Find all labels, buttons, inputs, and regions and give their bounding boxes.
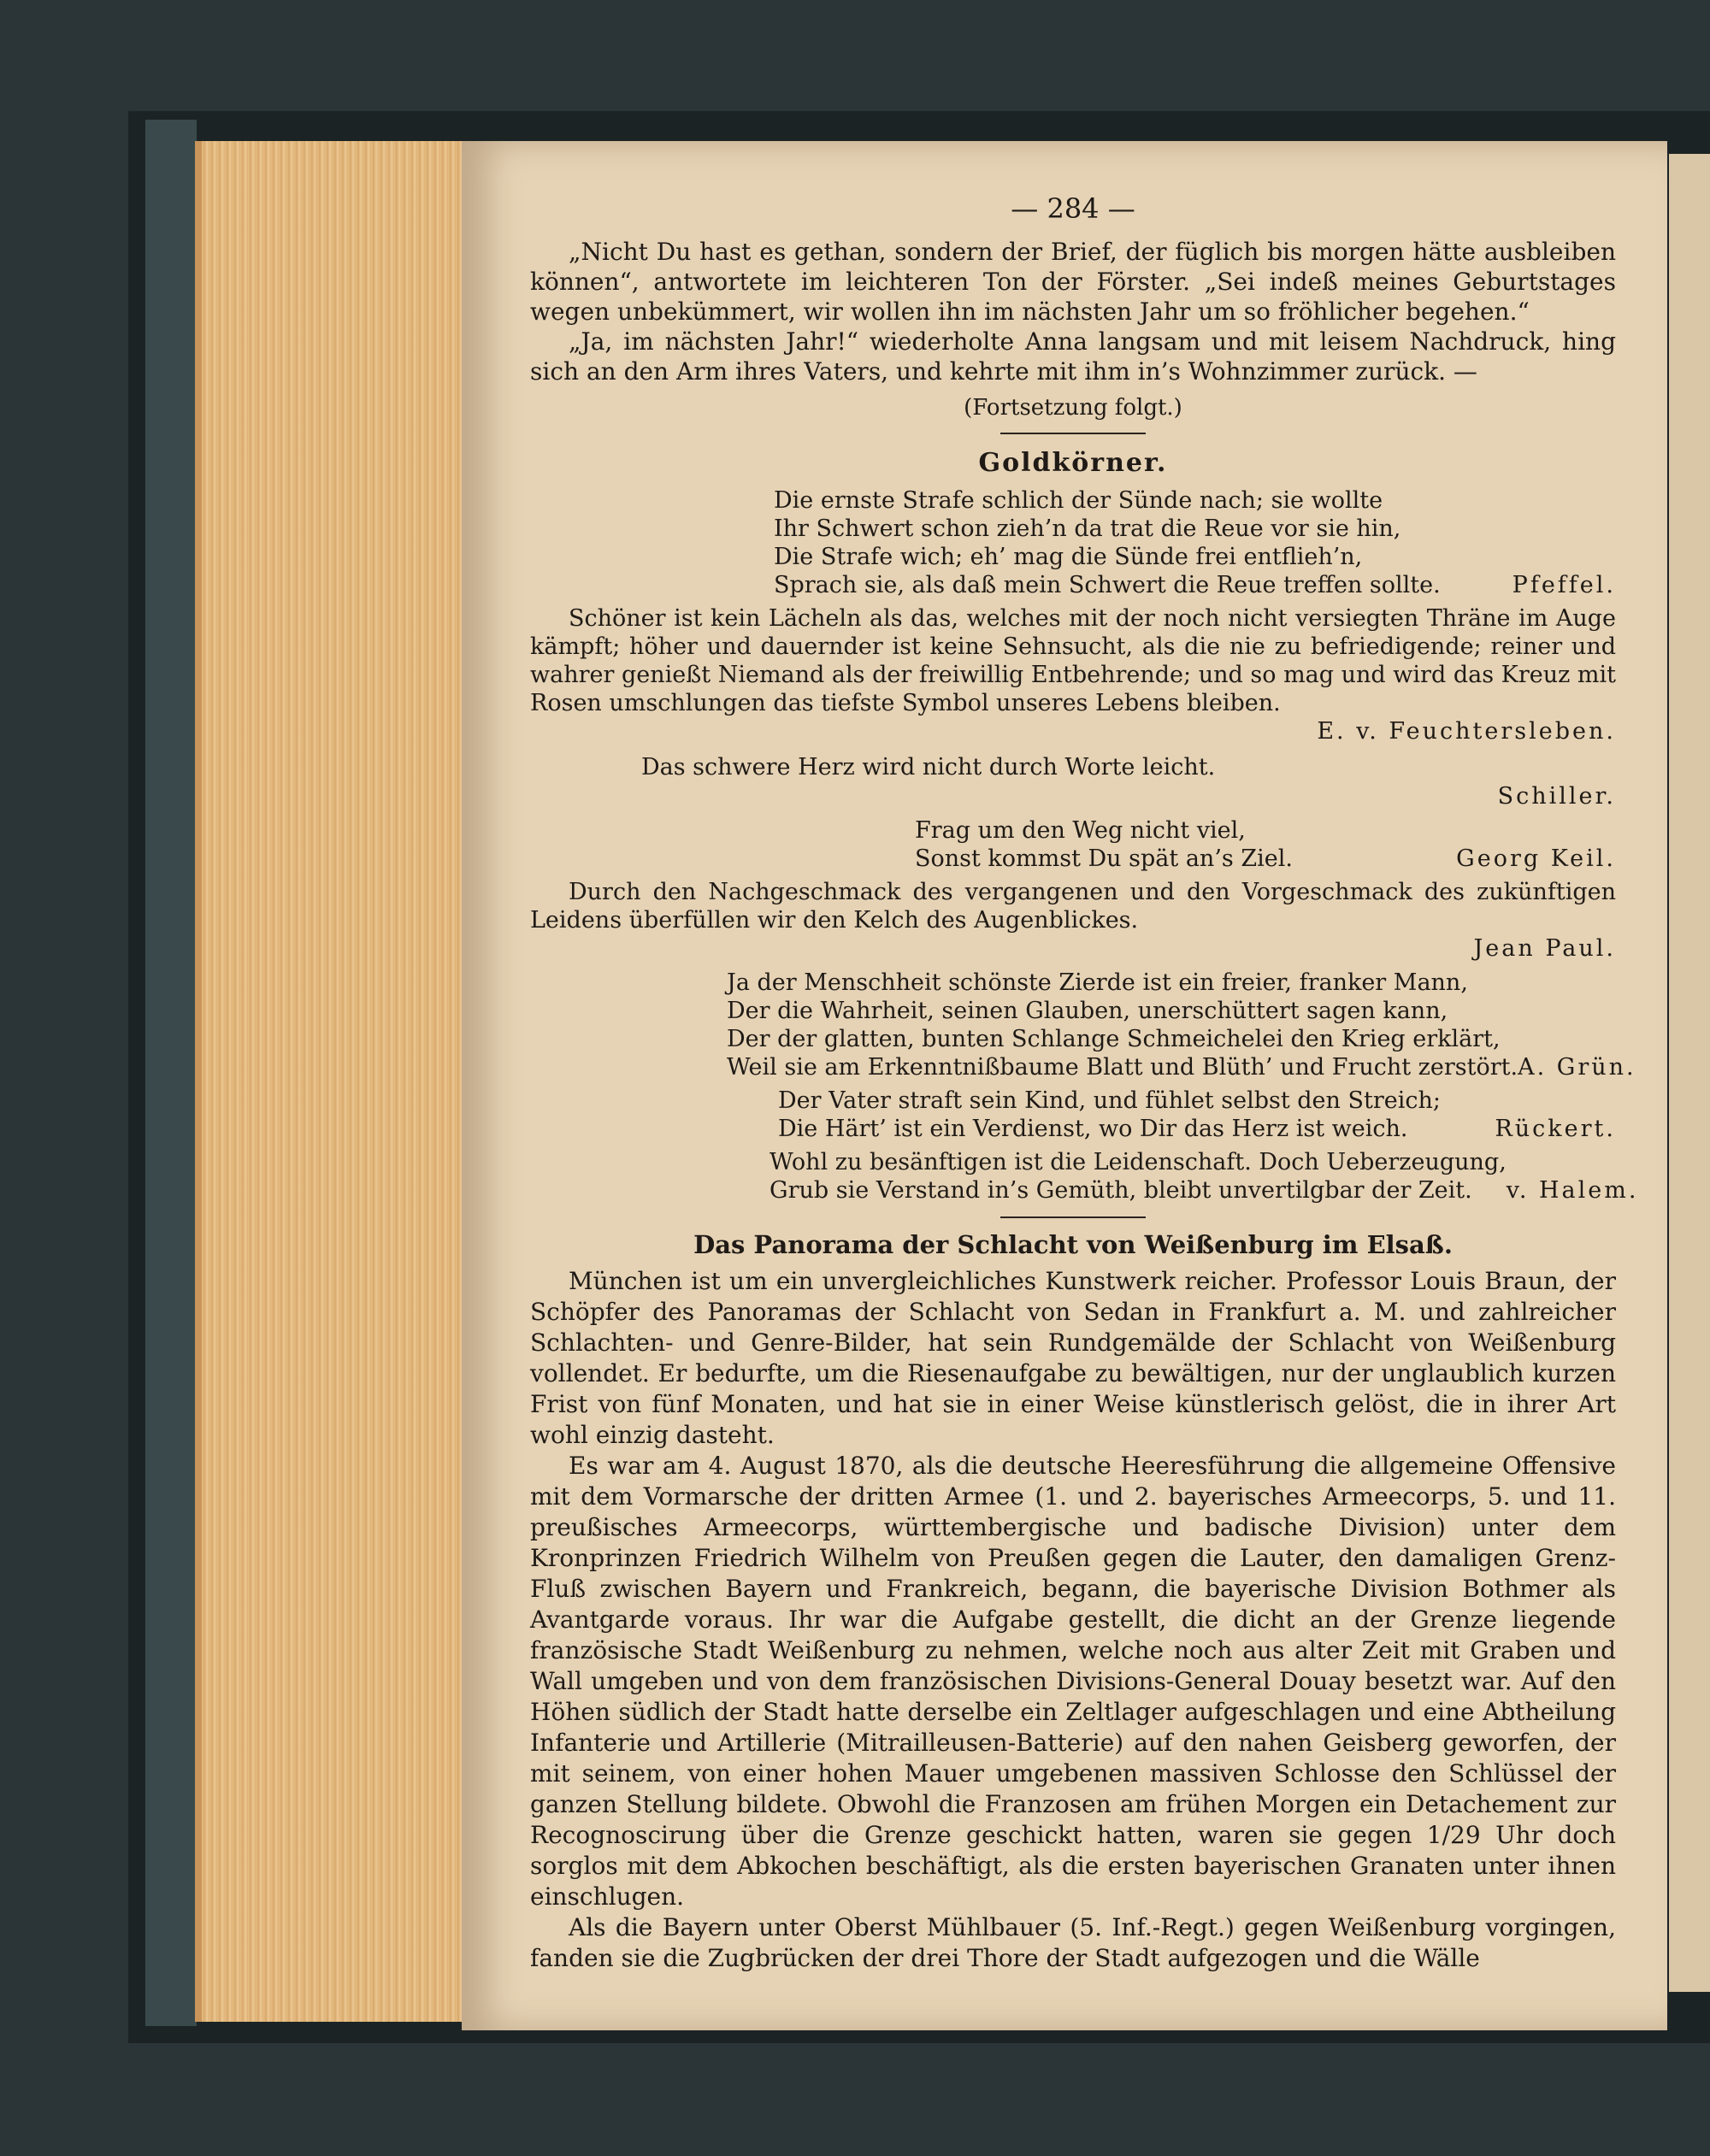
quote-author: Schiller. <box>1497 783 1616 810</box>
quote-verse-2 <box>530 816 1616 873</box>
quote-author: v. Halem. <box>1506 1177 1639 1204</box>
quote-author: A. Grün. <box>1518 1054 1636 1081</box>
page-edges <box>195 141 471 2022</box>
quote-author: Rückert. <box>1495 1116 1616 1142</box>
quote-verse-5 <box>530 1148 1639 1205</box>
quote-author: Jean Paul. <box>1473 935 1616 962</box>
continued-note: (Fortsetzung folgt.) <box>964 395 1182 421</box>
panorama-paragraph-2: Es war am 4. August 1870, als die deutsche Heeresführung die allgemeine Offensive mit dem Vormarsche der dritten Armee (1. und 2. bayerisches Armeecorps, 5. und 11. preußisches Armeecorps, württembergische und badische Division) unter dem Kronprinzen Friedrich Wilhelm von Preußen gegen die Lauter, den damaligen Grenz-Fluß zwischen Bayern und Frankreich, begann, die bayerische Division Bothmer als Avantgarde voraus. Ihr war die Aufgabe gestellt, die dicht an der Grenze liegende französische Stadt Weißenburg zu nehmen, welche noch aus alter Zeit mit Graben und Wall umgeben und von dem französischen Divisions-General Douay besetzt war. Auf den Höhen südlich der Stadt hatte derselbe ein Zeltlager aufgeschlagen und eine Abtheilung Infanterie und Artillerie (Mitrailleusen-Batterie) auf den nahen Geisberg geworfen, der mit seinem, von einer hohen Mauer umgebenen massiven Schlosse den Schlüssel der ganzen Stellung bildete. Obwohl die Franzosen am frühen Morgen ein Detachement zur Recognoscirung über die Grenze geschickt hatten, waren sie gegen 1/29 Uhr doch sorglos mit dem Abkochen beschäftigt, als die ersten bayerischen Granaten unter ihnen einschlugen. <box>530 1452 1616 1911</box>
verse-line: Wohl zu besänftigen ist die Leidenschaft. Doch Ueberzeugung, <box>770 1149 1507 1175</box>
verse-line: Frag um den Weg nicht viel, <box>915 817 1246 844</box>
page-content <box>530 192 1639 1974</box>
panorama-title: Das Panorama der Schlacht von Weißenburg im Elsaß. <box>693 1230 1453 1259</box>
verse-line: Sonst kommst Du spät an’s Ziel. <box>915 845 1293 872</box>
next-page-edge <box>1669 154 1710 1992</box>
quote-author: Georg Keil. <box>1456 845 1616 872</box>
quote-verse-3 <box>530 969 1636 1081</box>
goldkoerner-title: Goldkörner. <box>978 448 1168 478</box>
divider <box>1000 1216 1146 1218</box>
quote-prose-1 <box>530 604 1616 746</box>
verse-line: Der die Wahrheit, seinen Glauben, unerschüttert sagen kann, <box>727 998 1448 1024</box>
quote-author: Pfeffel. <box>1512 572 1616 598</box>
divider <box>1000 433 1146 434</box>
intro-paragraph-2: „Ja, im nächsten Jahr!“ wiederholte Anna langsam und mit leisem Nachdruck, hing sich an den Arm ihres Vaters, und kehrte mit ihm in’s Wohnzimmer zurück. — <box>530 327 1616 386</box>
page-number: — 284 — <box>1011 192 1135 225</box>
verse-line: Die Härt’ ist ein Verdienst, wo Dir das Herz ist weich. <box>778 1116 1408 1142</box>
verse-line: Sprach sie, als daß mein Schwert die Reue treffen sollte. <box>774 572 1441 598</box>
verse-line: Grub sie Verstand in’s Gemüth, bleibt unvertilgbar der Zeit. <box>770 1177 1472 1204</box>
verse-line: Die ernste Strafe schlich der Sünde nach; sie wollte <box>774 487 1383 514</box>
verse-line: Ihr Schwert schon zieh’n da trat die Reue vor sie hin, <box>774 515 1401 542</box>
quote-text: Das schwere Herz wird nicht durch Worte leicht. <box>641 754 1216 781</box>
verse-line: Ja der Menschheit schönste Zierde ist ein freier, franker Mann, <box>727 969 1468 996</box>
verse-line: Weil sie am Erkenntnißbaume Blatt und Blüth’ und Frucht zerstört. <box>727 1054 1518 1081</box>
book-cover-spine <box>145 120 197 2026</box>
quote-author: E. v. Feuchtersleben. <box>1317 718 1616 745</box>
verse-line: Der Vater straft sein Kind, und fühlet selbst den Streich; <box>778 1087 1441 1114</box>
quote-text: Durch den Nachgeschmack des vergangenen und den Vorgeschmack des zukünftigen Leidens überfüllen wir den Kelch des Augenblickes. <box>530 879 1616 934</box>
quote-verse-4 <box>530 1087 1616 1143</box>
quote-verse-1 <box>530 486 1616 599</box>
panorama-article <box>530 1230 1616 1974</box>
verse-line: Der der glatten, bunten Schlange Schmeichelei den Krieg erklärt, <box>727 1026 1501 1052</box>
intro-paragraph-1: „Nicht Du hast es gethan, sondern der Brief, der füglich bis morgen hätte ausbleiben können“, antwortete im leichteren Ton der Förster. „Sei indeß meines Geburtstages wegen unbekümmert, wir wollen ihn im nächsten Jahr um so fröhlicher begehen.“ <box>530 238 1616 326</box>
quote-text: Schöner ist kein Lächeln als das, welches mit der noch nicht versiegten Thräne im Auge kämpft; höher und dauernder ist keine Sehnsucht, als die nie zu befriedigende; reiner und wahrer genießt Niemand als der freiwillig Entbehrende; und so mag und wird das Kreuz mit Rosen umschlungen das tiefste Symbol unseres Lebens bleiben. <box>530 605 1616 716</box>
quote-line-1 <box>530 753 1616 811</box>
quote-prose-2 <box>530 878 1616 963</box>
panorama-paragraph-3: Als die Bayern unter Oberst Mühlbauer (5. Inf.-Regt.) gegen Weißenburg vorgingen, fanden sie die Zugbrücken der drei Thore der Stadt aufgezogen und die Wälle <box>530 1913 1616 1972</box>
verse-line: Die Strafe wich; eh’ mag die Sünde frei entflieh’n, <box>774 544 1363 570</box>
panorama-paragraph-1: München ist um ein unvergleichliches Kunstwerk reicher. Professor Louis Braun, der Schöpfer des Panoramas der Schlacht von Sedan in Frankfurt a. M. und zahlreicher Schlachten- und Genre-Bilder, hat sein Rundgemälde der Schlacht von Weißenburg vollendet. Er bedurfte, um die Riesenaufgabe zu bewältigen, nur der unglaublich kurzen Frist von fünf Monaten, und hat sie in einer Weise künstlerisch gelöst, die in ihrer Art wohl einzig dasteht. <box>530 1267 1616 1449</box>
